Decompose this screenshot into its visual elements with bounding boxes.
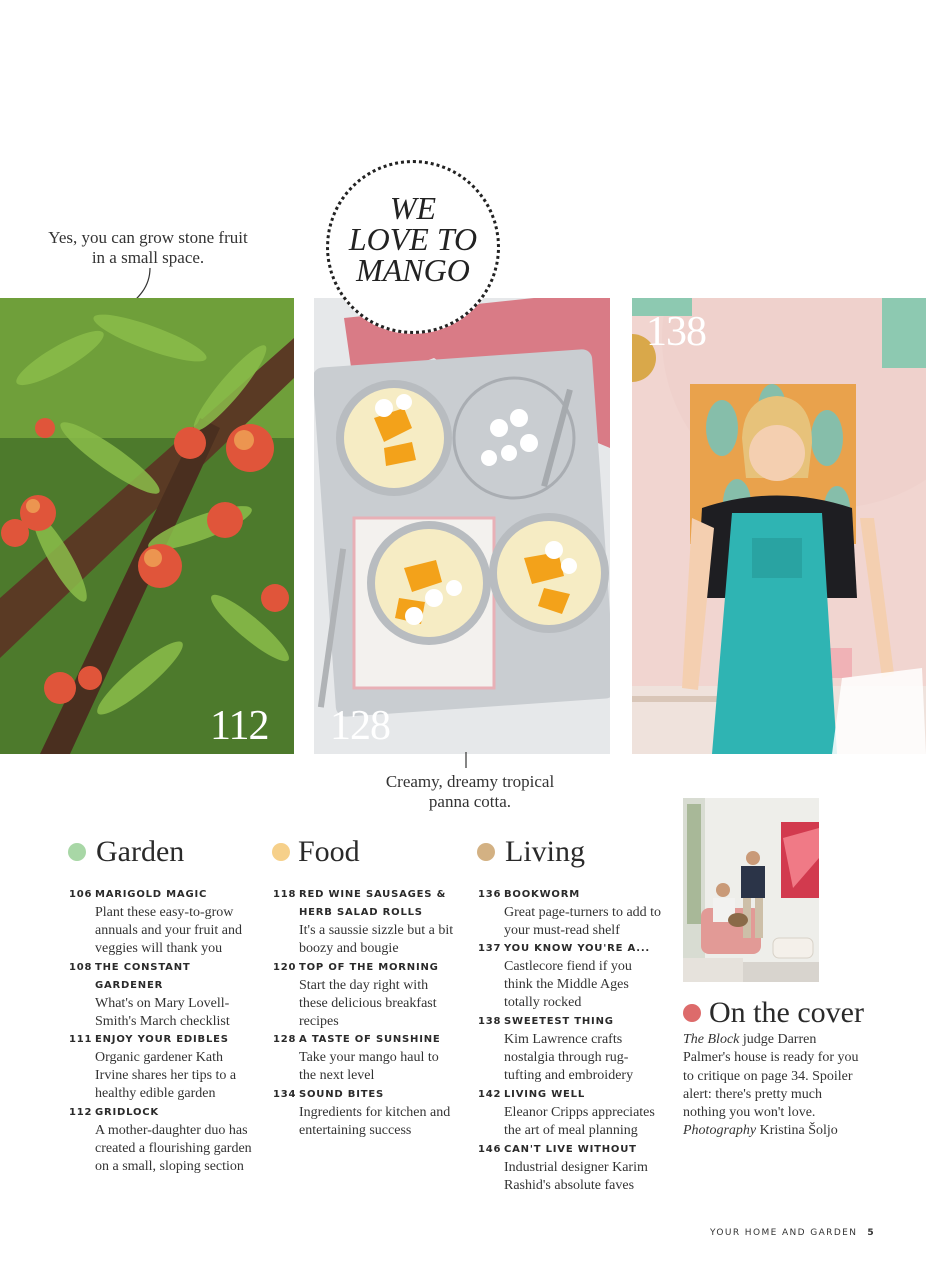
cover-section-title: On the cover	[709, 996, 864, 1029]
toc-entry-title: THE CONSTANT GARDENER	[95, 962, 191, 991]
toc-page-number: 142	[478, 1089, 502, 1100]
toc-entry[interactable]	[69, 1031, 254, 1103]
toc-page-number: 128	[273, 1034, 297, 1045]
toc-entry-description: Plant these easy-to-grow annuals and your fruit and veggies will thank you	[95, 905, 242, 956]
toc-entry-title: LIVING WELL	[504, 1089, 586, 1100]
toc-entry-description: Organic gardener Kath Irvine shares her tips to a healthy edible garden	[95, 1050, 237, 1101]
toc-entry[interactable]	[69, 1104, 254, 1176]
garden-section-heading	[68, 835, 184, 869]
toc-page-number: 136	[478, 889, 502, 900]
toc-page-number: 134	[273, 1089, 297, 1100]
toc-page-number: 111	[69, 1034, 93, 1045]
toc-page-number: 120	[273, 962, 297, 973]
toc-entry-description: A mother-daughter duo has created a flourishing garden on a small, sloping section	[95, 1123, 252, 1174]
kim-lawrence-photo	[632, 298, 926, 754]
toc-entry-description: Great page-turners to add to your must-read shelf	[504, 905, 662, 938]
food-page-number: 128	[330, 703, 390, 749]
badge-line-2: LOVE TO	[348, 221, 478, 257]
cover-credit-label: Photography	[683, 1123, 757, 1139]
folio-page-number: 5	[867, 1228, 874, 1238]
magazine-name: YOUR HOME AND GARDEN	[710, 1228, 858, 1238]
toc-page-number: 138	[478, 1016, 502, 1027]
toc-entry-title: A TASTE OF SUNSHINE	[299, 1034, 441, 1045]
peach-tree-photo	[0, 298, 294, 754]
toc-entry[interactable]	[478, 1086, 668, 1140]
toc-entry[interactable]	[478, 940, 668, 1012]
toc-entry[interactable]	[273, 959, 463, 1031]
toc-entry-description: What's on Mary Lovell-Smith's March checklist	[95, 996, 230, 1029]
cover-thumbnail-photo	[683, 798, 819, 982]
toc-entry-description: Eleanor Cripps appreciates the art of meal planning	[504, 1105, 655, 1138]
toc-page-number: 137	[478, 943, 502, 954]
toc-entry-title: ENJOY YOUR EDIBLES	[95, 1034, 229, 1045]
toc-page-number: 146	[478, 1144, 502, 1155]
toc-entry-description: Castlecore fiend if you think the Middle Ages totally rocked	[504, 959, 632, 1010]
cover-text: judge Darren Palmer's house is ready for you to critique on page 34. Spoiler alert: there's pretty much nothing you won't love.	[683, 1032, 859, 1121]
food-dot	[272, 843, 290, 861]
cover-section-heading	[683, 996, 864, 1030]
toc-entry-description: Ingredients for kitchen and entertaining success	[299, 1105, 451, 1138]
badge-line-1: WE	[389, 190, 437, 226]
food-section-title: Food	[298, 835, 360, 868]
cover-show-name: The Block	[683, 1032, 740, 1047]
living-section-heading	[477, 835, 585, 869]
garden-photo-caption: Yes, you can grow stone fruit in a small space.	[48, 228, 248, 267]
toc-entry-description: Kim Lawrence crafts nostalgia through rug-tufting and embroidery	[504, 1032, 634, 1083]
toc-entry-title: CAN'T LIVE WITHOUT	[504, 1144, 637, 1155]
food-photo-caption: Creamy, dreamy tropical panna cotta.	[385, 772, 555, 811]
toc-entry-title: SWEETEST THING	[504, 1016, 614, 1027]
toc-entry-title: GRIDLOCK	[95, 1107, 159, 1118]
food-caption-pointer	[464, 752, 468, 770]
toc-entry[interactable]	[69, 959, 254, 1031]
toc-entry-description: Start the day right with these delicious breakfast recipes	[299, 978, 437, 1029]
garden-page-number: 112	[210, 703, 269, 749]
toc-page-number: 108	[69, 962, 93, 973]
living-section-title: Living	[505, 835, 585, 868]
we-love-to-mango-badge	[326, 160, 500, 334]
badge-line-3: MANGO	[356, 252, 470, 288]
toc-entry-title: SOUND BITES	[299, 1089, 384, 1100]
page-footer	[710, 1228, 874, 1238]
panna-cotta-photo	[314, 298, 610, 754]
living-page-number: 138	[646, 309, 706, 355]
toc-entry[interactable]	[273, 1031, 463, 1085]
toc-entry-title: TOP OF THE MORNING	[299, 962, 439, 973]
cover-dot	[683, 1004, 701, 1022]
toc-page-number: 106	[69, 889, 93, 900]
food-section-heading	[272, 835, 360, 869]
toc-entry-description: Take your mango haul to the next level	[299, 1050, 439, 1083]
toc-entry-title: RED WINE SAUSAGES & HERB SALAD ROLLS	[299, 889, 447, 918]
cover-credit-name: Kristina Šoljo	[756, 1123, 838, 1139]
garden-section-title: Garden	[96, 835, 185, 868]
toc-entry[interactable]	[273, 886, 463, 958]
toc-entry[interactable]	[478, 1141, 668, 1195]
garden-dot	[68, 843, 86, 861]
toc-entry[interactable]	[69, 886, 254, 958]
living-dot	[477, 843, 495, 861]
toc-entry[interactable]	[478, 1013, 668, 1085]
toc-entry[interactable]	[478, 886, 668, 940]
toc-entry-description: Industrial designer Karim Rashid's absolute faves	[504, 1160, 648, 1193]
toc-entry-title: BOOKWORM	[504, 889, 580, 900]
toc-entry[interactable]	[273, 1086, 463, 1140]
toc-page-number: 112	[69, 1107, 93, 1118]
toc-entry-description: It's a saussie sizzle but a bit boozy and bougie	[299, 923, 454, 956]
toc-page-number: 118	[273, 889, 297, 900]
cover-description	[683, 1031, 863, 1141]
toc-entry-title: MARIGOLD MAGIC	[95, 889, 208, 900]
toc-entry-title: YOU KNOW YOU'RE A...	[504, 943, 651, 954]
